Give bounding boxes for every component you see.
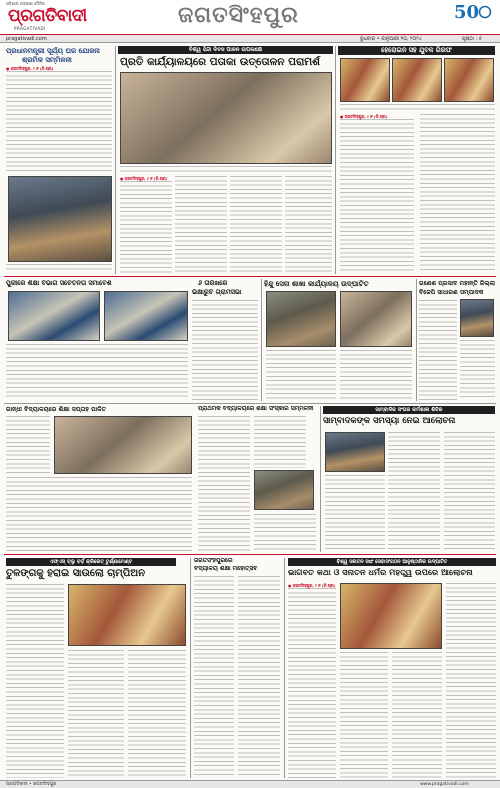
masthead-tagline: ଓଡ଼ିଶାର ଅଗ୍ରଣୀ ଦୈନିକ <box>6 1 45 6</box>
page-footer <box>0 780 500 788</box>
anniversary-ring-icon <box>478 5 492 19</box>
story-body-text <box>6 71 112 174</box>
section-divider <box>4 276 496 277</box>
story-kicker: ବିଶ୍ୱ ସନାତନ ସଙ୍ଘ ସେବାସଂଗଠନ ଆନୁଷ୍ଠାନିକ ଉଦ୍‌ଘାଟିତ <box>288 558 496 566</box>
story-body-text <box>6 416 50 474</box>
story-kicker[interactable]: ହେରୋଇନ ସହ ଯୁବକ ଗିରଫ <box>338 46 495 55</box>
story-body-text <box>238 576 280 778</box>
story-body-text <box>444 432 495 551</box>
column-divider <box>261 279 262 401</box>
story-headline[interactable]: ପୁରୀରେ ଶିକ୍ଷା ବିଭାଗ ସଚେତନତା ସମାବେଶ <box>6 280 112 287</box>
story-byline: ● ଜଗତସିଂହପୁର, ୯।୧ (ନି.ପ୍ର) <box>288 583 336 588</box>
story-kicker: ବିଶ୍ୱ ହିନ୍ଦୀ ଦିବସ ପାଳନ ଉପଲକ୍ଷେ <box>118 46 333 54</box>
story-body-text <box>254 514 316 551</box>
story-photo[interactable] <box>120 72 332 164</box>
story-body-text <box>446 583 496 778</box>
story-body-text <box>192 300 258 400</box>
story-body-text <box>420 114 495 273</box>
story-photo[interactable] <box>392 58 442 102</box>
story-headline[interactable]: ଭାଗବତ କଥା ଓ ସନାତନ ଧର୍ମର ମହତ୍ତ୍ୱ ଉପରେ ଆଲୋଚନା <box>288 568 473 577</box>
story-body-text <box>6 477 192 551</box>
story-body-text <box>388 432 440 551</box>
story-headline[interactable]: ସାମ୍ବାଦିକଙ୍କ ସମସ୍ୟା ନେଇ ଆଲୋଚନା <box>323 417 456 426</box>
dateline-page: ପୃଷ୍ଠା : ୫ <box>462 36 482 42</box>
column-divider <box>190 558 191 778</box>
story-body-text <box>194 576 234 778</box>
column-divider <box>335 46 336 274</box>
story-photo[interactable] <box>8 291 100 341</box>
section-divider <box>4 554 496 555</box>
footer-left: ପ୍ରଗତିବାଦୀ • ଜଗତସିଂହପୁର <box>6 782 57 787</box>
story-body-text <box>6 584 64 778</box>
story-body-text <box>325 475 385 551</box>
dateline-bar <box>0 34 500 43</box>
story-body-text <box>175 176 227 273</box>
story-headline[interactable]: ୬ ତାରିଖରେ <box>198 280 228 287</box>
photo-caption <box>120 166 332 173</box>
story-body-text <box>340 652 388 778</box>
newspaper-logo-sub: PRAGATIVADI <box>14 26 46 31</box>
story-headline[interactable]: ଗାନ୍ଧୀ ବିଦ୍ୟାଳୟରେ ଶିକ୍ଷା ସପ୍ତାହ ପାଳିତ <box>6 406 107 413</box>
story-kicker: ଏଫ୍‌ଏସ୍ ବ୍ଲୁ ବର୍ଡ଼ କ୍ରିକେଟ୍ ଟୁର୍ଣ୍ଣାମେଣ୍ଟ <box>6 558 176 566</box>
story-body-text <box>288 588 336 778</box>
story-headline[interactable]: ଗଣେଶ ପ୍ରସାଦ ମହାନ୍ତି ଜିଲ୍ଲା <box>419 280 496 287</box>
story-photo[interactable] <box>104 291 188 341</box>
story-body-text <box>340 119 414 273</box>
story-photo[interactable] <box>444 58 494 102</box>
story-byline: ● ଜଗତସିଂହପୁର, ୯।୧ (ନି.ପ୍ର) <box>6 66 54 71</box>
story-body-text <box>285 176 332 273</box>
story-headline[interactable]: ପ୍ରାଥମିକ ବିଦ୍ୟାଳୟରେ ଶିକ୍ଷା ସଂସ୍କାର ସମ୍ମିଳନୀ <box>198 406 314 412</box>
story-headline-line2[interactable]: ଭିକ୍ଷାରୁଚି ଗ୍ରାମସଭା <box>192 289 242 296</box>
story-photo[interactable] <box>8 176 112 262</box>
story-kicker: ସାମ୍ବାଦିକ ସଂଘର କର୍ମଶାଳା ଶିବିର <box>323 406 495 414</box>
dateline-date: ବୁଧବାର • ଜାନୁଆରୀ ୧୦, ୨୦୨୪ <box>360 36 422 42</box>
story-body-text <box>266 350 336 400</box>
story-headline-line2[interactable]: ଶ୍ରମିକ ସମ୍ମିଳନୀ <box>22 56 72 64</box>
story-body-text <box>230 176 282 273</box>
story-photo[interactable] <box>325 432 385 472</box>
portrait-photo[interactable] <box>460 299 494 337</box>
story-headline-line2[interactable]: ବିଜେପି ସାଧାରଣ ସମ୍ପାଦକ <box>419 289 484 296</box>
anniversary-number: 50 <box>454 2 480 23</box>
newspaper-logo[interactable]: ପ୍ରଗତିବାଦୀ <box>8 6 87 26</box>
story-byline: ● ଜଗତସିଂହପୁର, ୯।୧ (ନି.ପ୍ର) <box>340 114 388 119</box>
story-photo[interactable] <box>340 583 442 649</box>
story-photo[interactable] <box>68 584 186 646</box>
story-photo[interactable] <box>340 58 390 102</box>
photo-caption <box>340 104 495 111</box>
photo-caption <box>6 264 112 272</box>
story-photo[interactable] <box>266 291 336 347</box>
story-body-text <box>68 650 124 778</box>
story-body-text <box>460 340 495 400</box>
story-photo[interactable] <box>254 470 314 510</box>
column-divider <box>115 46 116 274</box>
story-photo[interactable] <box>54 416 192 474</box>
dateline-website[interactable]: pragativadi.com <box>6 36 47 42</box>
column-divider <box>284 558 285 778</box>
story-photo[interactable] <box>340 291 412 347</box>
edition-name: ଜଗତସିଂହପୁର <box>178 3 299 28</box>
story-headline-line2[interactable]: ବିଦ୍ୟାଳୟ ଶିକ୍ଷା ମହୋତ୍ସବ <box>194 566 258 572</box>
story-body-text <box>392 652 442 778</box>
story-body-text <box>340 350 412 400</box>
story-body-text <box>198 416 250 551</box>
story-byline: ● ଜଗତସିଂହପୁର, ୯।୧ (ନି.ପ୍ର) <box>120 176 168 181</box>
story-headline[interactable]: ହିନ୍ଦୁ ସେନା ଶାଖା କାର୍ଯ୍ୟାଳୟ ଉଦ୍‌ଘାଟିତ <box>264 280 369 288</box>
story-headline[interactable]: ତୁଳଙ୍ଗକୁ ହରାଇ ସାଉଲୋ ଚାମ୍ପିଅନ <box>6 568 145 579</box>
story-headline[interactable]: ପ୍ରଧାନମନ୍ତ୍ରୀ ସୂର୍ଯ୍ୟ ଘର ଯୋଜନା <box>6 47 100 55</box>
column-divider <box>320 406 321 552</box>
story-body-text <box>128 650 186 778</box>
story-headline[interactable]: ଜଗତସିଂହପୁରରେ <box>194 558 233 564</box>
masthead <box>0 0 500 34</box>
story-body-text <box>254 416 306 468</box>
section-divider <box>4 403 496 404</box>
story-body-text <box>120 181 172 273</box>
story-headline[interactable]: ପ୍ରତି କାର୍ଯ୍ୟାଳୟରେ ପତାକା ଉତ୍ତୋଳନ ପରାମର୍ଶ <box>120 56 320 68</box>
story-body-text <box>419 300 457 400</box>
anniversary-emblem <box>454 2 494 26</box>
column-divider <box>416 279 417 401</box>
footer-website[interactable]: www.pragativadi.com <box>420 782 469 787</box>
story-body-text <box>6 344 188 400</box>
